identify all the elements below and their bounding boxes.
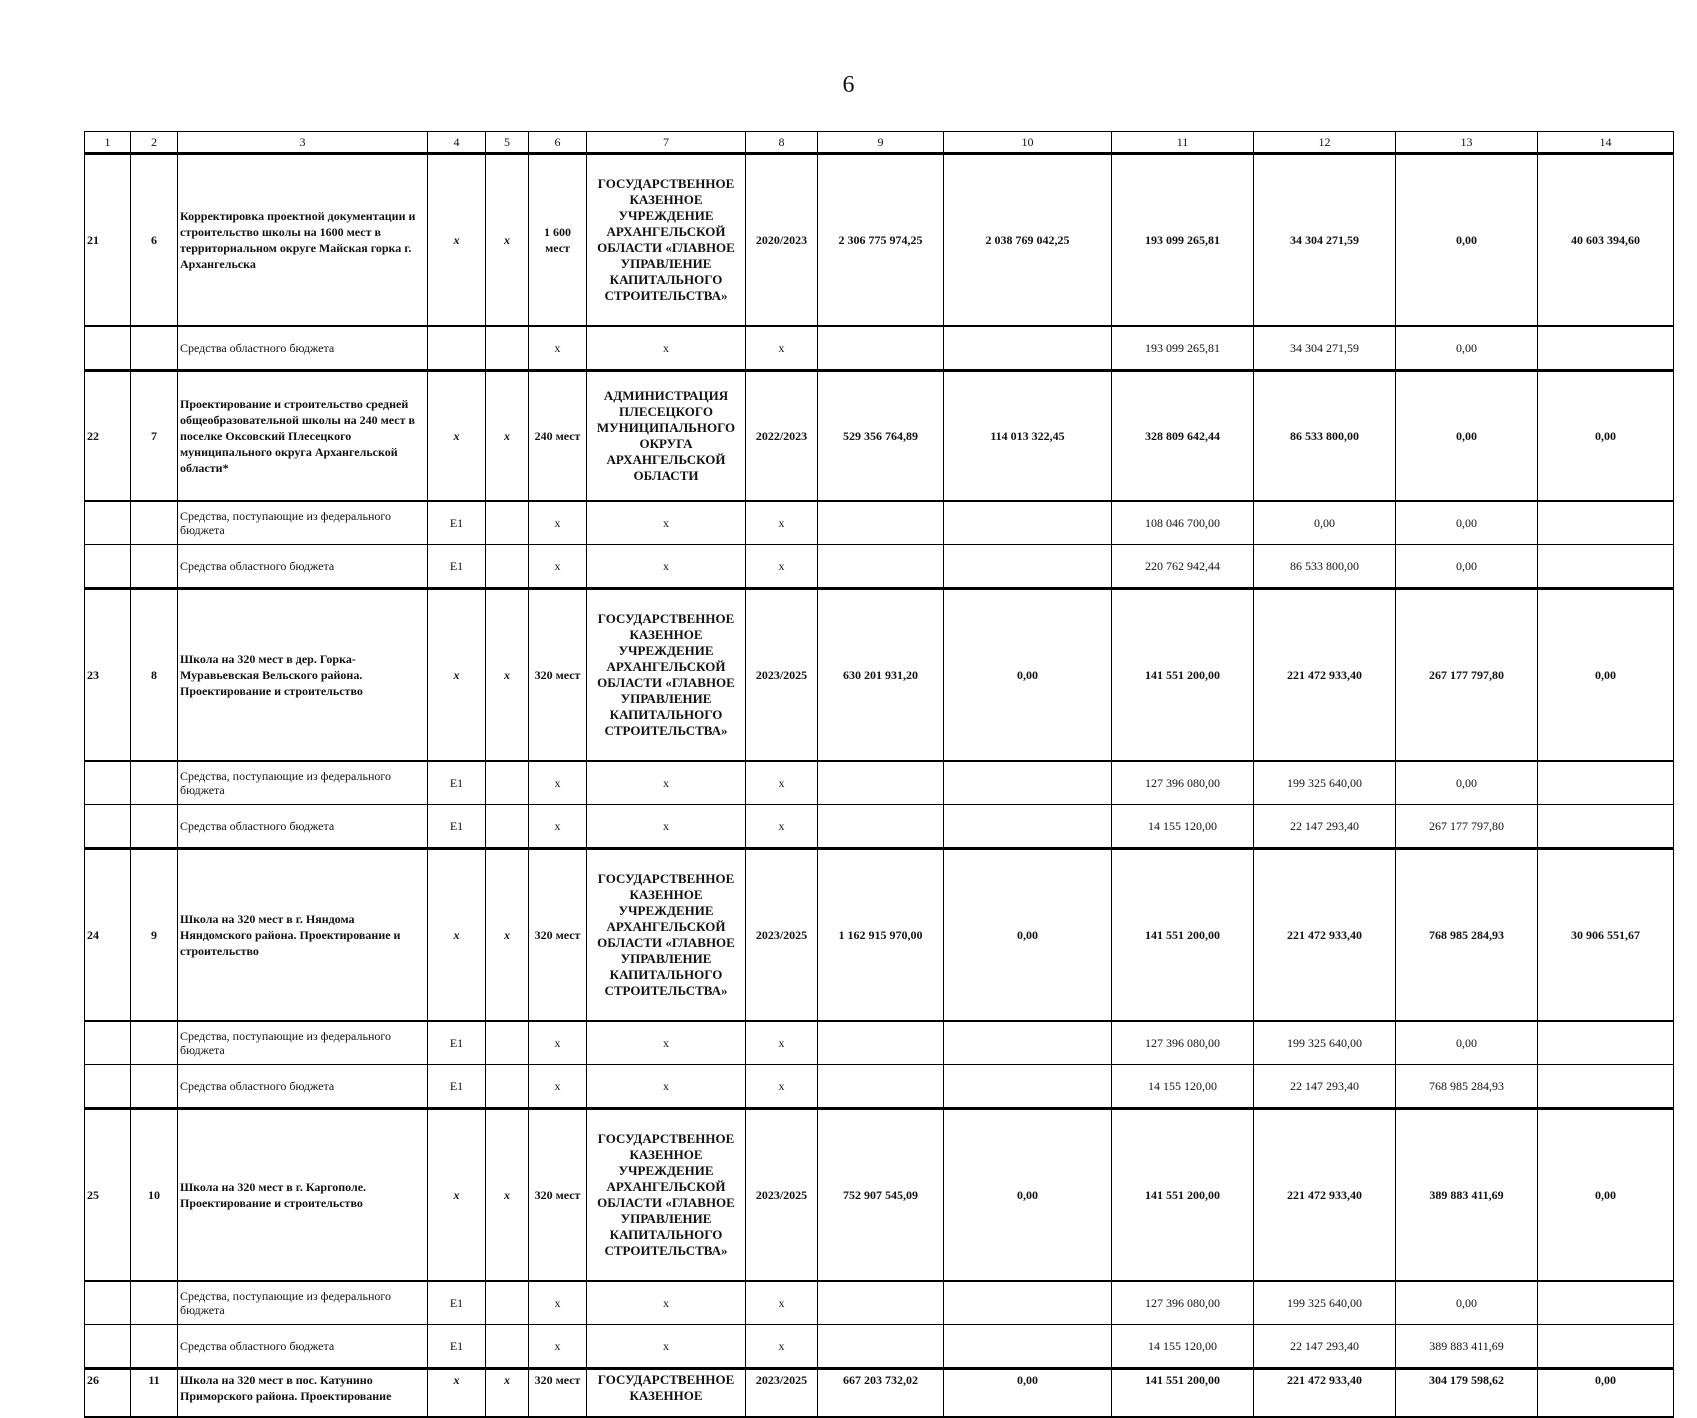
amount-cell: 389 883 411,69	[1396, 1325, 1538, 1369]
amount-cell: 0,00	[1538, 1369, 1674, 1418]
marker-cell	[428, 326, 486, 371]
column-number: 12	[1254, 132, 1396, 154]
funding-source-row	[85, 1281, 1674, 1325]
amount-cell: 304 179 598,62	[1396, 1369, 1538, 1418]
sub-number-cell	[131, 545, 178, 589]
amount-cell: 0,00	[944, 589, 1112, 762]
period-cell: 2022/2023	[746, 371, 818, 502]
column-number-row	[85, 132, 1674, 154]
amount-cell: 86 533 800,00	[1254, 371, 1396, 502]
amount-cell	[944, 761, 1112, 805]
amount-cell: 0,00	[944, 1109, 1112, 1282]
amount-cell	[1538, 1281, 1674, 1325]
amount-cell: 0,00	[1396, 154, 1538, 327]
amount-cell: 0,00	[944, 849, 1112, 1022]
marker-cell: E1	[428, 1281, 486, 1325]
customer-cell: x	[587, 805, 746, 849]
period-cell: 2023/2025	[746, 1369, 818, 1418]
period-cell: 2023/2025	[746, 589, 818, 762]
capacity-cell: x	[529, 501, 587, 545]
marker-cell	[486, 326, 529, 371]
funding-source-name-cell: Средства областного бюджета	[178, 1325, 428, 1369]
marker-cell: E1	[428, 761, 486, 805]
capacity-cell: x	[529, 761, 587, 805]
row-number-cell	[85, 761, 131, 805]
amount-cell	[818, 805, 944, 849]
marker-cell: x	[428, 371, 486, 502]
amount-cell	[1538, 326, 1674, 371]
project-name-cell: Проектирование и строительство средней общеобразовательной школы на 240 мест в поселке Оксовский Плесецкого муниципального округа Архангельской области*	[178, 371, 428, 502]
capacity-cell: 320 мест	[529, 1109, 587, 1282]
marker-cell: x	[486, 1109, 529, 1282]
amount-cell: 14 155 120,00	[1112, 805, 1254, 849]
amount-cell: 0,00	[1396, 1021, 1538, 1065]
row-number-cell	[85, 1325, 131, 1369]
amount-cell: 141 551 200,00	[1112, 1369, 1254, 1418]
amount-cell: 328 809 642,44	[1112, 371, 1254, 502]
amount-cell	[818, 545, 944, 589]
amount-cell: 221 472 933,40	[1254, 589, 1396, 762]
row-number-cell	[85, 1281, 131, 1325]
customer-cell: x	[587, 501, 746, 545]
column-number: 10	[944, 132, 1112, 154]
amount-cell	[818, 501, 944, 545]
sub-number-cell	[131, 1065, 178, 1109]
amount-cell: 14 155 120,00	[1112, 1065, 1254, 1109]
amount-cell: 267 177 797,80	[1396, 589, 1538, 762]
funding-source-row	[85, 805, 1674, 849]
column-number: 8	[746, 132, 818, 154]
marker-cell: E1	[428, 1325, 486, 1369]
amount-cell	[818, 1281, 944, 1325]
row-number-cell: 24	[85, 849, 131, 1022]
customer-cell: x	[587, 1021, 746, 1065]
amount-cell: 141 551 200,00	[1112, 1109, 1254, 1282]
column-number: 5	[486, 132, 529, 154]
amount-cell	[1538, 1325, 1674, 1369]
amount-cell: 114 013 322,45	[944, 371, 1112, 502]
customer-cell: x	[587, 1325, 746, 1369]
project-name-cell: Корректировка проектной документации и строительство школы на 1600 мест в территориальном округе Майская горка г. Архангельска	[178, 154, 428, 327]
row-number-cell: 23	[85, 589, 131, 762]
amount-cell	[818, 761, 944, 805]
column-number: 9	[818, 132, 944, 154]
amount-cell	[944, 545, 1112, 589]
amount-cell: 221 472 933,40	[1254, 849, 1396, 1022]
funding-source-name-cell: Средства областного бюджета	[178, 805, 428, 849]
marker-cell	[486, 1281, 529, 1325]
marker-cell: x	[486, 1369, 529, 1418]
sub-number-cell	[131, 501, 178, 545]
capacity-cell: x	[529, 1325, 587, 1369]
amount-cell	[944, 1021, 1112, 1065]
amount-cell: 768 985 284,93	[1396, 1065, 1538, 1109]
funding-source-row	[85, 545, 1674, 589]
amount-cell	[1538, 761, 1674, 805]
column-number: 3	[178, 132, 428, 154]
marker-cell	[486, 1021, 529, 1065]
budget-table	[84, 131, 1674, 1418]
period-cell: x	[746, 1065, 818, 1109]
marker-cell	[486, 761, 529, 805]
amount-cell: 86 533 800,00	[1254, 545, 1396, 589]
customer-cell: ГОСУДАРСТВЕННОЕ КАЗЕННОЕ УЧРЕЖДЕНИЕ АРХАНГЕЛЬСКОЙ ОБЛАСТИ «ГЛАВНОЕ УПРАВЛЕНИЕ КАПИТАЛЬНОГО СТРОИТЕЛЬСТВА»	[587, 154, 746, 327]
amount-cell	[944, 1065, 1112, 1109]
customer-cell: ГОСУДАРСТВЕННОЕ КАЗЕННОЕ	[587, 1369, 746, 1418]
amount-cell: 768 985 284,93	[1396, 849, 1538, 1022]
sub-number-cell	[131, 326, 178, 371]
column-number: 11	[1112, 132, 1254, 154]
amount-cell	[1538, 1065, 1674, 1109]
page-number: 6	[842, 72, 855, 98]
row-number-cell	[85, 326, 131, 371]
column-number: 1	[85, 132, 131, 154]
marker-cell	[486, 1065, 529, 1109]
amount-cell: 0,00	[944, 1369, 1112, 1418]
project-name-cell: Школа на 320 мест в пос. Катунино Приморского района. Проектирование	[178, 1369, 428, 1418]
amount-cell: 752 907 545,09	[818, 1109, 944, 1282]
customer-cell: ГОСУДАРСТВЕННОЕ КАЗЕННОЕ УЧРЕЖДЕНИЕ АРХАНГЕЛЬСКОЙ ОБЛАСТИ «ГЛАВНОЕ УПРАВЛЕНИЕ КАПИТАЛЬНОГО СТРОИТЕЛЬСТВА»	[587, 849, 746, 1022]
amount-cell	[1538, 1021, 1674, 1065]
column-number: 6	[529, 132, 587, 154]
marker-cell: x	[428, 589, 486, 762]
amount-cell	[818, 326, 944, 371]
amount-cell: 22 147 293,40	[1254, 1065, 1396, 1109]
sub-number-cell: 7	[131, 371, 178, 502]
period-cell: x	[746, 1281, 818, 1325]
amount-cell: 0,00	[1538, 589, 1674, 762]
sub-number-cell	[131, 1325, 178, 1369]
funding-source-name-cell: Средства областного бюджета	[178, 1065, 428, 1109]
marker-cell	[486, 1325, 529, 1369]
amount-cell: 0,00	[1254, 501, 1396, 545]
funding-source-row	[85, 1325, 1674, 1369]
amount-cell: 220 762 942,44	[1112, 545, 1254, 589]
project-row	[85, 849, 1674, 1022]
row-number-cell: 22	[85, 371, 131, 502]
amount-cell	[818, 1065, 944, 1109]
amount-cell	[944, 1281, 1112, 1325]
amount-cell: 221 472 933,40	[1254, 1109, 1396, 1282]
amount-cell: 0,00	[1396, 761, 1538, 805]
amount-cell	[818, 1325, 944, 1369]
capacity-cell: 320 мест	[529, 589, 587, 762]
capacity-cell: x	[529, 1281, 587, 1325]
amount-cell: 34 304 271,59	[1254, 154, 1396, 327]
amount-cell: 0,00	[1396, 545, 1538, 589]
project-row	[85, 589, 1674, 762]
amount-cell: 127 396 080,00	[1112, 761, 1254, 805]
marker-cell: x	[486, 589, 529, 762]
amount-cell: 108 046 700,00	[1112, 501, 1254, 545]
period-cell: 2023/2025	[746, 849, 818, 1022]
sub-number-cell: 10	[131, 1109, 178, 1282]
project-name-cell: Школа на 320 мест в дер. Горка-Муравьевская Вельского района. Проектирование и строительство	[178, 589, 428, 762]
project-row	[85, 371, 1674, 502]
marker-cell: x	[428, 1109, 486, 1282]
sub-number-cell: 11	[131, 1369, 178, 1418]
amount-cell	[944, 501, 1112, 545]
amount-cell: 667 203 732,02	[818, 1369, 944, 1418]
capacity-cell: x	[529, 805, 587, 849]
funding-source-name-cell: Средства областного бюджета	[178, 326, 428, 371]
row-number-cell: 26	[85, 1369, 131, 1418]
amount-cell: 193 099 265,81	[1112, 154, 1254, 327]
marker-cell: x	[486, 371, 529, 502]
amount-cell: 267 177 797,80	[1396, 805, 1538, 849]
amount-cell: 34 304 271,59	[1254, 326, 1396, 371]
sub-number-cell: 6	[131, 154, 178, 327]
marker-cell: E1	[428, 501, 486, 545]
customer-cell: ГОСУДАРСТВЕННОЕ КАЗЕННОЕ УЧРЕЖДЕНИЕ АРХАНГЕЛЬСКОЙ ОБЛАСТИ «ГЛАВНОЕ УПРАВЛЕНИЕ КАПИТАЛЬНОГО СТРОИТЕЛЬСТВА»	[587, 1109, 746, 1282]
amount-cell: 141 551 200,00	[1112, 849, 1254, 1022]
project-name-cell: Школа на 320 мест в г. Няндома Няндомского района. Проектирование и строительство	[178, 849, 428, 1022]
amount-cell	[944, 805, 1112, 849]
amount-cell: 40 603 394,60	[1538, 154, 1674, 327]
period-cell: 2023/2025	[746, 1109, 818, 1282]
amount-cell: 630 201 931,20	[818, 589, 944, 762]
funding-source-name-cell: Средства, поступающие из федерального бюджета	[178, 1021, 428, 1065]
sub-number-cell: 9	[131, 849, 178, 1022]
funding-source-name-cell: Средства областного бюджета	[178, 545, 428, 589]
customer-cell: АДМИНИСТРАЦИЯ ПЛЕСЕЦКОГО МУНИЦИПАЛЬНОГО ОКРУГА АРХАНГЕЛЬСКОЙ ОБЛАСТИ	[587, 371, 746, 502]
column-number: 14	[1538, 132, 1674, 154]
project-row	[85, 1109, 1674, 1282]
customer-cell: x	[587, 1065, 746, 1109]
amount-cell: 141 551 200,00	[1112, 589, 1254, 762]
amount-cell	[1538, 805, 1674, 849]
capacity-cell: x	[529, 326, 587, 371]
funding-source-row	[85, 761, 1674, 805]
sub-number-cell	[131, 761, 178, 805]
sub-number-cell: 8	[131, 589, 178, 762]
marker-cell: E1	[428, 1021, 486, 1065]
amount-cell: 127 396 080,00	[1112, 1021, 1254, 1065]
column-number: 4	[428, 132, 486, 154]
amount-cell	[944, 326, 1112, 371]
amount-cell: 199 325 640,00	[1254, 1281, 1396, 1325]
amount-cell: 199 325 640,00	[1254, 1021, 1396, 1065]
capacity-cell: 320 мест	[529, 849, 587, 1022]
capacity-cell: x	[529, 545, 587, 589]
marker-cell	[486, 545, 529, 589]
amount-cell: 0,00	[1396, 326, 1538, 371]
customer-cell: x	[587, 545, 746, 589]
marker-cell: E1	[428, 545, 486, 589]
funding-source-row	[85, 1065, 1674, 1109]
marker-cell: x	[486, 154, 529, 327]
marker-cell	[486, 805, 529, 849]
row-number-cell	[85, 501, 131, 545]
amount-cell	[1538, 545, 1674, 589]
period-cell: x	[746, 326, 818, 371]
sub-number-cell	[131, 1281, 178, 1325]
marker-cell	[486, 501, 529, 545]
period-cell: x	[746, 545, 818, 589]
funding-source-name-cell: Средства, поступающие из федерального бюджета	[178, 1281, 428, 1325]
amount-cell: 529 356 764,89	[818, 371, 944, 502]
amount-cell: 22 147 293,40	[1254, 805, 1396, 849]
amount-cell: 199 325 640,00	[1254, 761, 1396, 805]
period-cell: x	[746, 1325, 818, 1369]
period-cell: x	[746, 805, 818, 849]
customer-cell: x	[587, 1281, 746, 1325]
capacity-cell: x	[529, 1065, 587, 1109]
capacity-cell: x	[529, 1021, 587, 1065]
project-name-cell: Школа на 320 мест в г. Каргополе. Проектирование и строительство	[178, 1109, 428, 1282]
column-number: 2	[131, 132, 178, 154]
amount-cell: 389 883 411,69	[1396, 1109, 1538, 1282]
amount-cell: 14 155 120,00	[1112, 1325, 1254, 1369]
amount-cell: 2 038 769 042,25	[944, 154, 1112, 327]
amount-cell: 0,00	[1538, 371, 1674, 502]
funding-source-row	[85, 1021, 1674, 1065]
row-number-cell	[85, 1065, 131, 1109]
amount-cell: 0,00	[1396, 501, 1538, 545]
customer-cell: x	[587, 326, 746, 371]
marker-cell: x	[428, 154, 486, 327]
period-cell: x	[746, 501, 818, 545]
project-row	[85, 154, 1674, 327]
capacity-cell: 1 600 мест	[529, 154, 587, 327]
row-number-cell	[85, 1021, 131, 1065]
marker-cell: E1	[428, 1065, 486, 1109]
marker-cell: E1	[428, 805, 486, 849]
capacity-cell: 240 мест	[529, 371, 587, 502]
row-number-cell: 21	[85, 154, 131, 327]
sub-number-cell	[131, 1021, 178, 1065]
amount-cell	[1538, 501, 1674, 545]
amount-cell: 0,00	[1396, 1281, 1538, 1325]
row-number-cell	[85, 805, 131, 849]
column-number: 13	[1396, 132, 1538, 154]
amount-cell: 2 306 775 974,25	[818, 154, 944, 327]
amount-cell: 1 162 915 970,00	[818, 849, 944, 1022]
amount-cell	[818, 1021, 944, 1065]
amount-cell: 0,00	[1538, 1109, 1674, 1282]
amount-cell: 193 099 265,81	[1112, 326, 1254, 371]
amount-cell: 22 147 293,40	[1254, 1325, 1396, 1369]
marker-cell: x	[428, 849, 486, 1022]
amount-cell: 0,00	[1396, 371, 1538, 502]
row-number-cell: 25	[85, 1109, 131, 1282]
project-row	[85, 1369, 1674, 1418]
funding-source-name-cell: Средства, поступающие из федерального бюджета	[178, 761, 428, 805]
row-number-cell	[85, 545, 131, 589]
funding-source-row	[85, 501, 1674, 545]
marker-cell: x	[428, 1369, 486, 1418]
period-cell: x	[746, 1021, 818, 1065]
period-cell: x	[746, 761, 818, 805]
period-cell: 2020/2023	[746, 154, 818, 327]
capacity-cell: 320 мест	[529, 1369, 587, 1418]
funding-source-row	[85, 326, 1674, 371]
amount-cell: 30 906 551,67	[1538, 849, 1674, 1022]
marker-cell: x	[486, 849, 529, 1022]
amount-cell: 221 472 933,40	[1254, 1369, 1396, 1418]
amount-cell: 127 396 080,00	[1112, 1281, 1254, 1325]
customer-cell: x	[587, 761, 746, 805]
column-number: 7	[587, 132, 746, 154]
sub-number-cell	[131, 805, 178, 849]
amount-cell	[944, 1325, 1112, 1369]
funding-source-name-cell: Средства, поступающие из федерального бюджета	[178, 501, 428, 545]
customer-cell: ГОСУДАРСТВЕННОЕ КАЗЕННОЕ УЧРЕЖДЕНИЕ АРХАНГЕЛЬСКОЙ ОБЛАСТИ «ГЛАВНОЕ УПРАВЛЕНИЕ КАПИТАЛЬНОГО СТРОИТЕЛЬСТВА»	[587, 589, 746, 762]
